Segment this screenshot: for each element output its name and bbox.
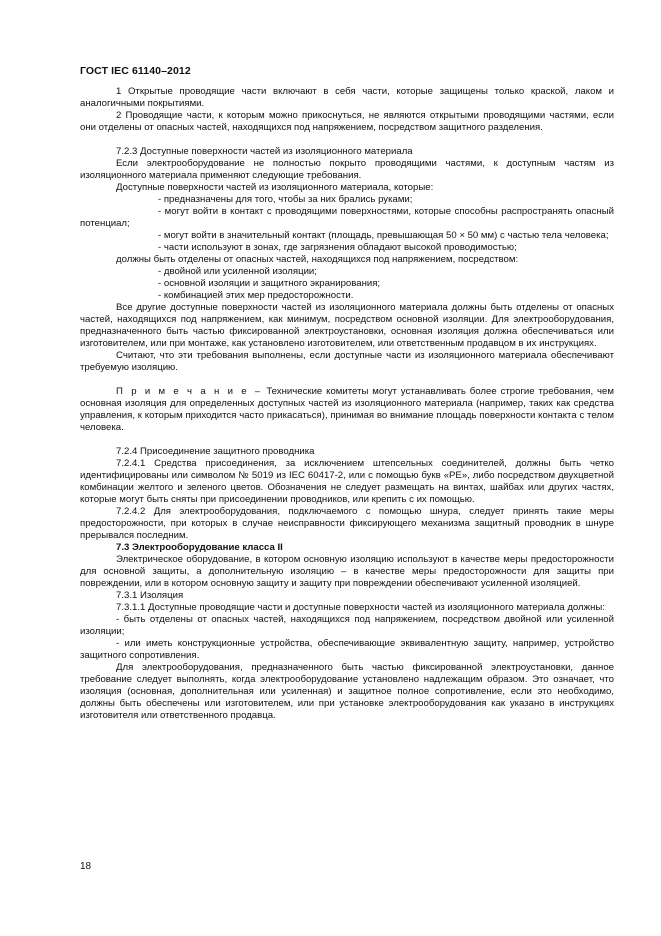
list-item: - основной изоляции и защитного экранирования; bbox=[158, 278, 381, 289]
note-text: Технические комитеты могут устанавливать более строгие требования, чем основная изоляция для определенных доступных частей из изоляционного материала (например, таких как средства управления, к которым приходится часто прикасаться), принимая во внимание площадь поверхности контакта с телом человека. bbox=[80, 386, 614, 433]
note-paragraph-1: 1 Открытые проводящие части включают в себя части, которые защищены только краской, лаком и аналогичными покрытиями. bbox=[80, 86, 614, 109]
paragraph: 7.3.1.1 Доступные проводящие части и доступные поверхности частей из изоляционного материала должны: bbox=[116, 602, 605, 613]
section-heading-7-3-1: 7.3.1 Изоляция bbox=[116, 590, 184, 601]
list-item: - или иметь конструкционные устройства, обеспечивающие эквивалентную защиту, например, устройство защитного сопротивления. bbox=[80, 638, 614, 661]
page-number: 18 bbox=[80, 861, 92, 872]
paragraph: Если электрооборудование не полностью покрыто проводящими частями, к доступным частям из изоляционного материала применяют следующие требования. bbox=[80, 158, 614, 181]
list-item: - двойной или усиленной изоляции; bbox=[158, 266, 317, 277]
paragraph: Все другие доступные поверхности частей из изоляционного материала должны быть отделены от опасных частей, находящихся под напряжением, как минимум, посредством основной изоляции. Для электрооборудования, предназначенного быть частью фиксированной электроустановки, основная изоляция должна обеспечиваться или изготовителем, или при монтаже, как установлено изготовителем, или ответственным продавцом в их инструкциях. bbox=[80, 302, 614, 349]
section-heading-7-2-3: 7.2.3 Доступные поверхности частей из изоляционного материала bbox=[116, 146, 413, 157]
paragraph: Считают, что эти требования выполнены, если доступные части из изоляционного материала обеспечивают требуемую изоляцию. bbox=[80, 350, 614, 373]
list-item: - комбинацией этих мер предосторожности. bbox=[158, 290, 354, 301]
paragraph: 7.2.4.2 Для электрооборудования, подключаемого с помощью шнура, следует принять такие меры предосторожности, при которых в случае неисправности фиксирующего механизма защитный проводник в шнуре прерывался последним. bbox=[80, 506, 614, 541]
list-item: - части используют в зонах, где загрязнения обладают высокой проводимостью; bbox=[158, 242, 517, 253]
paragraph: Доступные поверхности частей из изоляционного материала, которые: bbox=[116, 182, 434, 193]
section-heading-7-2-4: 7.2.4 Присоединение защитного проводника bbox=[116, 446, 315, 457]
paragraph: Для электрооборудования, предназначенного быть частью фиксированной электроустановки, данное требование следует выполнять, когда электрооборудование установлено надлежащим образом. Это означает, что изоляция (основная, дополнительная или усиленная) и защитное полное сопротивление, если это необходимо, должны быть обеспечены или изготовителем, или при установке электрооборудования как указано в инструкциях изготовителя или ответственного продавца. bbox=[80, 662, 614, 721]
list-item: - могут войти в контакт с проводящими поверхностями, которые способны распространять опасный потенциал; bbox=[80, 206, 614, 229]
document-body bbox=[80, 86, 614, 722]
paragraph: должны быть отделены от опасных частей, находящихся под напряжением, посредством: bbox=[116, 254, 519, 265]
paragraph: 7.2.4.1 Средства присоединения, за исключением штепсельных соединителей, должны быть четко идентифицированы или символом № 5019 из IEC 60417-2, или с помощью букв «PE», либо посредством двухцветной комбинации желтого и зеленого цветов. Обозначения не следует размещать на винтах, шайбах или других частях, которые могут быть сняты при присоединении проводников, или крепить с их помощью. bbox=[80, 458, 614, 505]
paragraph: Электрическое оборудование, в котором основную изоляцию используют в качестве меры предосторожности для основной защиты, а дополнительную изоляцию – в качестве меры предосторожности для защиты при повреждении, или в котором основную защиту и защиту при повреждении обеспечивают усиленной изоляцией. bbox=[80, 554, 614, 589]
section-heading-7-3: 7.3 Электрооборудование класса II bbox=[116, 542, 283, 553]
note-label: П р и м е ч а н и е – bbox=[116, 386, 263, 397]
note-paragraph-2: 2 Проводящие части, к которым можно прикоснуться, не являются открытыми проводящими частями, если они отделены от опасных частей, находящихся под напряжением, посредством защитного разделения. bbox=[80, 110, 614, 133]
list-item: - могут войти в значительный контакт (площадь, превышающая 50 × 50 мм) с частью тела человека; bbox=[158, 230, 609, 241]
list-item: - предназначены для того, чтобы за них брались руками; bbox=[158, 194, 413, 205]
note-block bbox=[80, 386, 614, 434]
standard-header: ГОСТ IEC 61140–2012 bbox=[80, 65, 191, 77]
list-item: - быть отделены от опасных частей, находящихся под напряжением, посредством двойной или усиленной изоляции; bbox=[80, 614, 614, 637]
